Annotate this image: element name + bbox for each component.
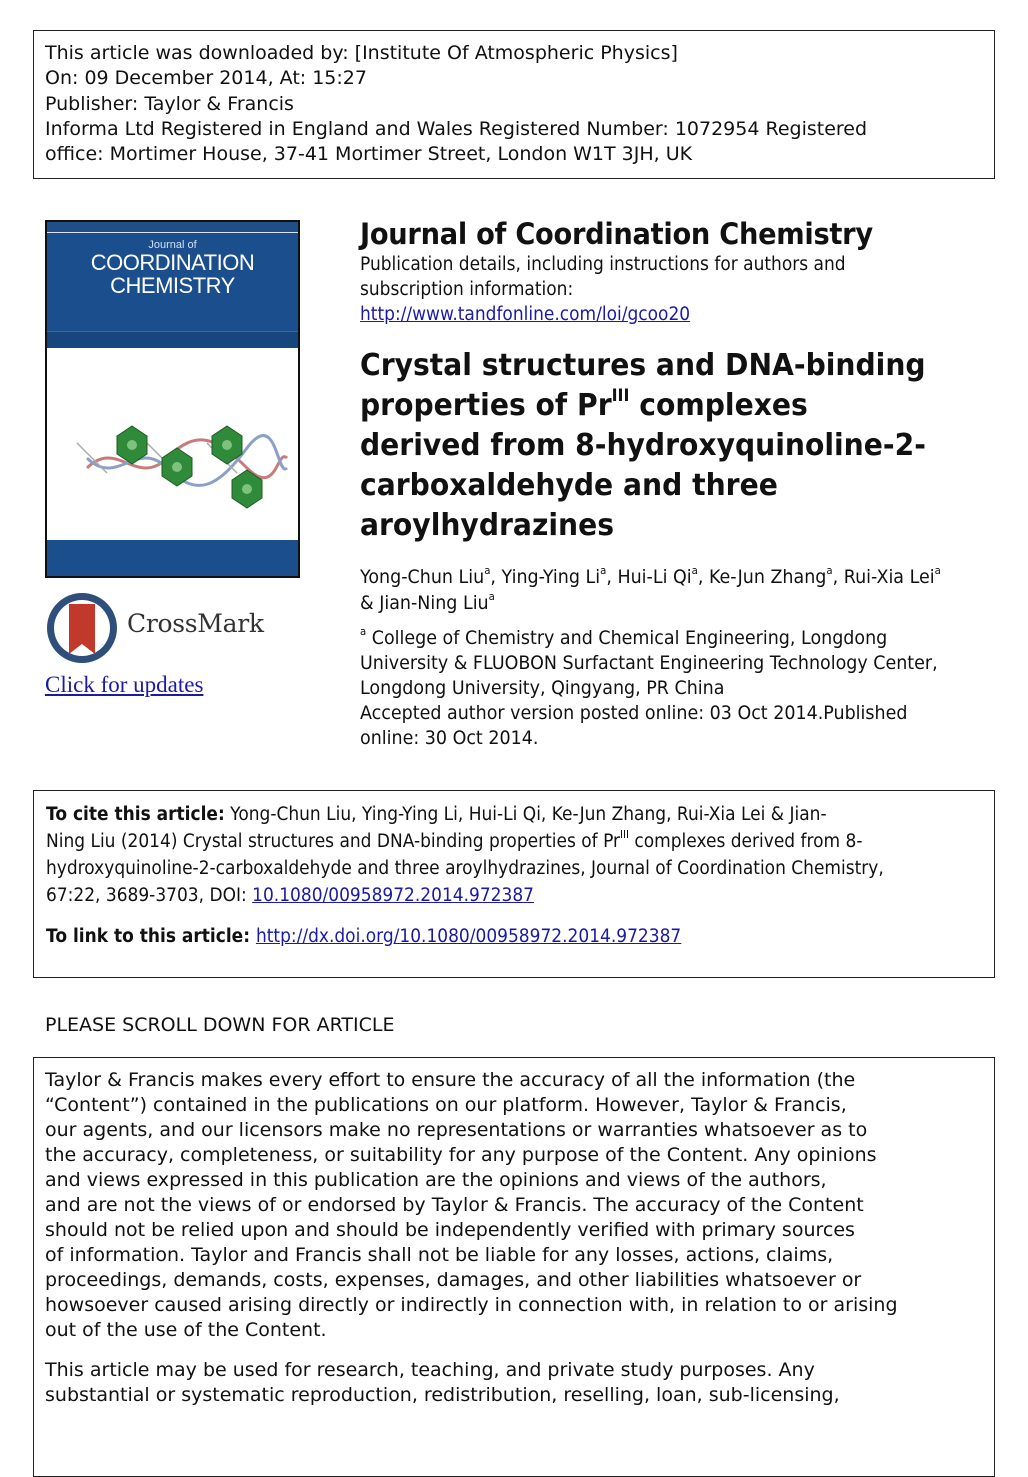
citation-line bbox=[46, 882, 994, 909]
journal-url-link[interactable]: http://www.tandfonline.com/loi/gcoo20 bbox=[360, 304, 691, 325]
author-name: Rui-Xia Lei bbox=[843, 566, 935, 588]
cover-top-strip bbox=[47, 222, 298, 233]
crossmark-badge[interactable] bbox=[45, 592, 264, 664]
doi-link[interactable]: 10.1080/00958972.2014.972387 bbox=[252, 885, 535, 906]
affiliation-line bbox=[360, 626, 967, 651]
journal-cover-image bbox=[45, 220, 300, 578]
citation-text: 67:22, 3689-3703, DOI: bbox=[46, 885, 253, 906]
link-label: To link to this article: bbox=[46, 926, 256, 947]
affiliation-line: University & FLUOBON Surfactant Engineering Technology Center, bbox=[360, 652, 938, 674]
author-separator: & bbox=[360, 592, 380, 614]
author-list bbox=[360, 564, 949, 616]
author-name: Ying-Ying Li bbox=[501, 566, 601, 588]
author-name: Yong-Chun Liu bbox=[360, 566, 485, 588]
journal-info bbox=[360, 216, 1000, 327]
article-title-line: Crystal structures and DNA-binding bbox=[360, 348, 926, 383]
download-notice-line: On: 09 December 2014, At: 15:27 bbox=[45, 67, 367, 90]
affiliation-marker: a bbox=[934, 564, 941, 577]
cover-editor-band bbox=[47, 331, 298, 348]
disclaimer-line: Taylor & Francis makes every effort to ensure the accuracy of all the information (the bbox=[45, 1069, 856, 1091]
download-notice-line: This article was downloaded by: [Institute Of Atmospheric Physics] bbox=[45, 42, 678, 64]
oxidation-state-superscript: III bbox=[611, 386, 630, 406]
cover-word-chemistry: CHEMISTRY bbox=[110, 273, 235, 298]
author-name: Jian-Ning Liu bbox=[379, 592, 489, 614]
disclaimer-line: should not be relied upon and should be independently verified with primary sources bbox=[45, 1219, 855, 1241]
affiliation-marker: a bbox=[484, 564, 491, 577]
download-notice-line: Informa Ltd Registered in England and Wales Registered Number: 1072954 Registered bbox=[45, 117, 868, 140]
disclaimer-line: out of the use of the Content. bbox=[45, 1319, 327, 1341]
publication-details-line: Publication details, including instructions for authors and bbox=[360, 254, 846, 275]
affiliation-text: College of Chemistry and Chemical Engineering, Longdong bbox=[366, 627, 888, 649]
citation-box bbox=[33, 790, 995, 978]
cover-publisher-band bbox=[47, 540, 298, 576]
molecule-illustration bbox=[47, 348, 298, 538]
author-name: Ke-Jun Zhang bbox=[708, 566, 827, 588]
disclaimer-line: “Content”) contained in the publications on our platform. However, Taylor & Francis, bbox=[45, 1094, 847, 1116]
download-notice-line: Publisher: Taylor & Francis bbox=[45, 92, 294, 115]
disclaimer-line: proceedings, demands, costs, expenses, damages, and other liabilities whatsoever or bbox=[45, 1269, 862, 1291]
cover-title-band bbox=[47, 233, 298, 331]
affiliation-marker: a bbox=[600, 564, 607, 577]
author-separator: , bbox=[832, 566, 844, 588]
article-title-line bbox=[360, 386, 943, 426]
oxidation-state-superscript: III bbox=[620, 828, 629, 841]
disclaimer-line: our agents, and our licensors make no representations or warranties whatsoever as to bbox=[45, 1119, 868, 1141]
article-title bbox=[360, 346, 943, 546]
author-name: Hui-Li Qi bbox=[617, 566, 692, 588]
article-title-fragment: complexes bbox=[629, 388, 808, 423]
disclaimer-line: the accuracy, completeness, or suitability for any purpose of the Content. Any opinions bbox=[45, 1144, 877, 1166]
cover-journal-of: Journal of bbox=[148, 239, 197, 251]
article-title-line: aroylhydrazines bbox=[360, 508, 615, 543]
download-notice-line: office: Mortimer House, 37-41 Mortimer Street, London W1T 3JH, UK bbox=[45, 143, 693, 166]
affiliation-line: Longdong University, Qingyang, PR China bbox=[360, 677, 725, 699]
author-separator: , bbox=[697, 566, 709, 588]
cite-label: To cite this article: bbox=[46, 804, 225, 825]
disclaimer-line: and views expressed in this publication are the opinions and views of the authors, bbox=[45, 1169, 827, 1191]
click-for-updates-link[interactable]: Click for updates bbox=[45, 672, 204, 697]
article-doi-url-link[interactable]: http://dx.doi.org/10.1080/00958972.2014.972387 bbox=[255, 926, 682, 947]
article-title-fragment: properties of Pr bbox=[360, 388, 612, 423]
crossmark-label: CrossMark bbox=[127, 609, 264, 638]
download-notice-box bbox=[33, 30, 995, 179]
affiliation bbox=[360, 626, 967, 751]
cover-molecule-art bbox=[47, 348, 298, 538]
publication-details-line: subscription information: bbox=[360, 279, 574, 300]
disclaimer-line: of information. Taylor and Francis shall not be liable for any losses, actions, claims, bbox=[45, 1244, 834, 1266]
citation-line bbox=[46, 801, 994, 828]
disclaimer-line: howsoever caused arising directly or indirectly in connection with, in relation to or arising bbox=[45, 1294, 898, 1316]
disclaimer-paragraph bbox=[45, 1068, 983, 1343]
disclaimer-box bbox=[33, 1057, 995, 1477]
disclaimer-line: substantial or systematic reproduction, redistribution, reselling, loan, sub-licensing, bbox=[45, 1384, 840, 1406]
citation-text: complexes derived from 8- bbox=[628, 831, 863, 852]
crossmark-icon bbox=[45, 592, 121, 664]
affiliation-marker: a bbox=[691, 564, 698, 577]
author-separator: , bbox=[490, 566, 502, 588]
citation-line bbox=[46, 828, 994, 855]
publication-dates-line: online: 30 Oct 2014. bbox=[360, 727, 539, 749]
disclaimer-line: and are not the views of or endorsed by Taylor & Francis. The accuracy of the Content bbox=[45, 1194, 864, 1216]
citation-line: hydroxyquinoline-2-carboxaldehyde and three aroylhydrazines, Journal of Coordination Chemistry, bbox=[46, 858, 884, 879]
author-separator: , bbox=[606, 566, 618, 588]
link-to-article-line bbox=[46, 923, 994, 950]
article-title-line: derived from 8-hydroxyquinoline-2- bbox=[360, 428, 926, 463]
article-title-line: carboxaldehyde and three bbox=[360, 468, 778, 503]
journal-title: Journal of Coordination Chemistry bbox=[360, 217, 873, 251]
scroll-down-notice: PLEASE SCROLL DOWN FOR ARTICLE bbox=[45, 1014, 395, 1036]
citation-text: Ning Liu (2014) Crystal structures and DNA-binding properties of Pr bbox=[46, 831, 621, 852]
affiliation-marker: a bbox=[488, 590, 495, 603]
affiliation-marker: a bbox=[826, 564, 833, 577]
cover-word-coordination: COORDINATION bbox=[90, 250, 255, 275]
affiliation-marker: a bbox=[360, 625, 367, 638]
citation-text: Yong-Chun Liu, Ying-Ying Li, Hui-Li Qi, Ke-Jun Zhang, Rui-Xia Lei & Jian- bbox=[224, 804, 827, 825]
disclaimer-paragraph bbox=[45, 1358, 983, 1408]
disclaimer-line: This article may be used for research, teaching, and private study purposes. Any bbox=[45, 1359, 815, 1381]
publication-dates-line: Accepted author version posted online: 03 Oct 2014.Published bbox=[360, 702, 908, 724]
